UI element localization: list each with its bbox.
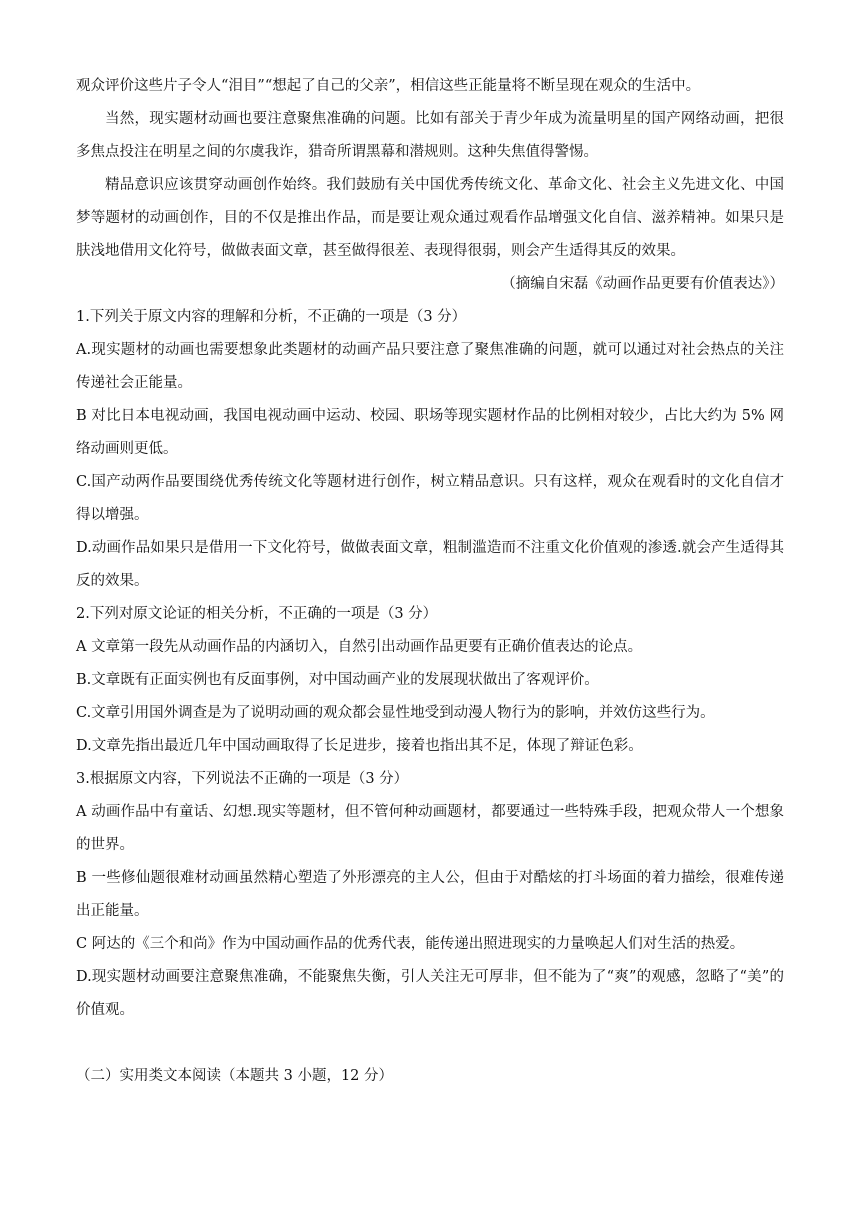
document-body (76, 70, 784, 1093)
question-3-option-c: C 阿达的《三个和尚》作为中国动画作品的优秀代表，能传递出照进现实的力量唤起人们对生活的热爱。 (76, 936, 745, 952)
question-2-option-c: C.文章引用国外调查是为了说明动画的观众都会显性地受到动漫人物行为的影响，并效仿这些行为。 (76, 705, 715, 721)
section-gap (76, 1027, 784, 1060)
question-3-option-b: B 一些修仙题很难材动画虽然精心塑造了外形漂亮的主人公，但由于对酷炫的打斗场面的着力描绘，很难传递出正能量。 (76, 870, 784, 919)
question-1-option-a: A.现实题材的动画也需要想象此类题材的动画产品只要注意了聚焦准确的问题，就可以通过对社会热点的关注传递社会正能量。 (76, 342, 784, 391)
paragraph-2: 当然，现实题材动画也要注意聚焦准确的问题。比如有部关于青少年成为流量明星的国产网络动画，把很多焦点投注在明星之间的尔虞我诈，猎奇所谓黑幕和潜规则。这种失焦值得警惕。 (76, 111, 784, 160)
section-heading: （二）实用类文本阅读（本题共 3 小题，12 分） (76, 1068, 394, 1084)
paragraph-1: 观众评价这些片子令人“泪目”“想起了自己的父亲”，相信这些正能量将不断呈现在观众的生活中。 (76, 78, 701, 94)
question-3-stem: 3.根据原文内容，下列说法不正确的一项是（3 分） (76, 771, 409, 787)
question-2-option-a: A 文章第一段先从动画作品的内涵切入，自然引出动画作品更要有正确价值表达的论点。 (76, 639, 643, 655)
question-1-option-d: D.动画作品如果只是借用一下文化符号，做做表面文章，粗制滥造而不注重文化价值观的渗透.就会产生适得其反的效果。 (76, 540, 784, 589)
question-1-option-b: B 对比日本电视动画，我国电视动画中运动、校园、职场等现实题材作品的比例相对较少，占比大约为 5% 网络动画则更低。 (76, 408, 784, 457)
question-1-option-c: C.国产动两作品要围绕优秀传统文化等题材进行创作，树立精品意识。只有这样，观众在观看时的文化自信才得以增强。 (76, 474, 784, 523)
question-1-stem: 1.下列关于原文内容的理解和分析，不正确的一项是（3 分） (76, 309, 467, 325)
question-2-stem: 2.下列对原文论证的相关分析，不正确的一项是（3 分） (76, 606, 438, 622)
source-citation: （摘编自宋磊《动画作品更要有价值表达》） (501, 276, 784, 292)
question-3-option-a: A 动画作品中有童话、幻想.现实等题材，但不管何种动画题材，都要通过一些特殊手段，把观众带人一个想象的世界。 (76, 804, 784, 853)
question-2-option-d: D.文章先指出最近几年中国动画取得了长足进步，接着也指出其不足，体现了辩证色彩。 (76, 738, 643, 754)
question-3-option-d: D.现实题材动画要注意聚焦准确，不能聚焦失衡，引人关注无可厚非，但不能为了“爽”的观感，忽略了“美”的价值观。 (76, 969, 784, 1018)
paragraph-3: 精品意识应该贯穿动画创作始终。我们鼓励有关中国优秀传统文化、革命文化、社会主义先进文化、中国梦等题材的动画创作，目的不仅是推出作品，而是要让观众通过观看作品增强文化自信、滋养精神。如果只是肤浅地借用文化符号，做做表面文章，甚至做得很差、表现得很弱，则会产生适得其反的效果。 (76, 177, 784, 259)
question-2-option-b: B.文章既有正面实例也有反面事例，对中国动画产业的发展现状做出了客观评价。 (76, 672, 599, 688)
